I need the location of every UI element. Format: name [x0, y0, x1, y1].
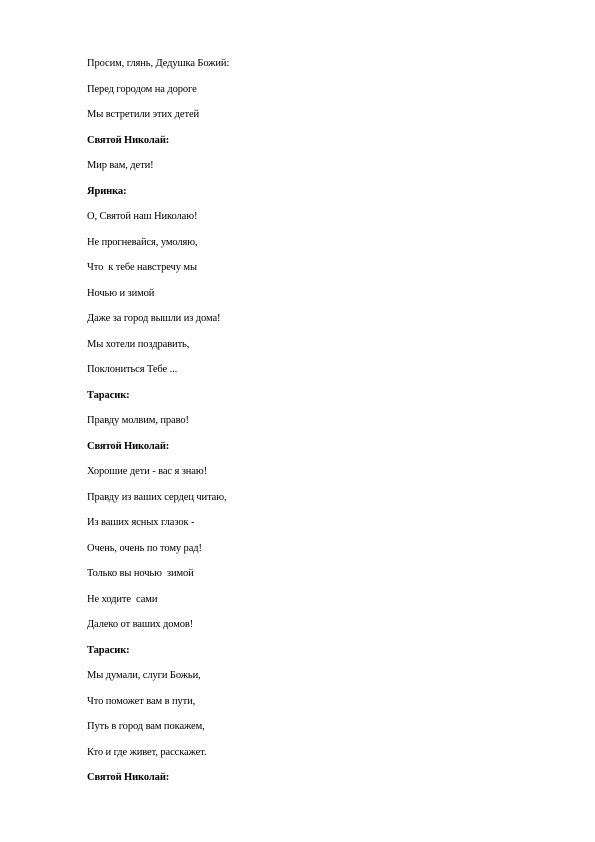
text-line: Что поможет вам в пути, [87, 695, 196, 707]
text-line: Путь в город вам покажем, [87, 721, 205, 732]
speaker-name: Яринка: [87, 185, 127, 197]
text-line: Поклониться Тебе ... [87, 364, 178, 375]
text-line: Мы встретили этих детей [87, 109, 200, 120]
text-line: Мы хотели поздравить, [87, 338, 190, 350]
dialogue-text [87, 57, 229, 797]
text-line: Только вы ночью зимой [87, 568, 194, 579]
text-line: Из ваших ясных глазок - [87, 517, 195, 528]
text-line: О, Святой наш Николаю! [87, 211, 198, 222]
text-line: Мир вам, дети! [87, 160, 154, 171]
text-line: Что к тебе навстречу мы [87, 262, 197, 273]
text-line: Ночью и зимой [87, 287, 155, 299]
text-line: Мы думали, слуги Божьи, [87, 670, 201, 681]
text-line: Кто и где живет, расскажет. [87, 746, 207, 758]
text-line: Очень, очень по тому рад! [87, 542, 202, 554]
text-line: Не ходите сами [87, 593, 158, 605]
text-line: Правду из ваших сердец читаю, [87, 491, 227, 503]
speaker-name: Святой Николай: [87, 772, 170, 783]
text-line: Перед городом на дороге [87, 83, 197, 95]
speaker-name: Святой Николай: [87, 134, 170, 146]
text-line: Правду молвим, право! [87, 415, 189, 426]
text-line: Не прогневайся, умоляю, [87, 236, 198, 248]
text-line: Даже за город вышли из дома! [87, 313, 221, 324]
speaker-name: Тарасик: [87, 389, 130, 401]
text-line: Далеко от ваших домов! [87, 619, 194, 630]
speaker-name: Тарасик: [87, 644, 130, 656]
speaker-name: Святой Николай: [87, 440, 170, 452]
text-line: Просим, глянь, Дедушка Божий: [87, 58, 230, 69]
text-line: Хорошие дети - вас я знаю! [87, 466, 208, 477]
